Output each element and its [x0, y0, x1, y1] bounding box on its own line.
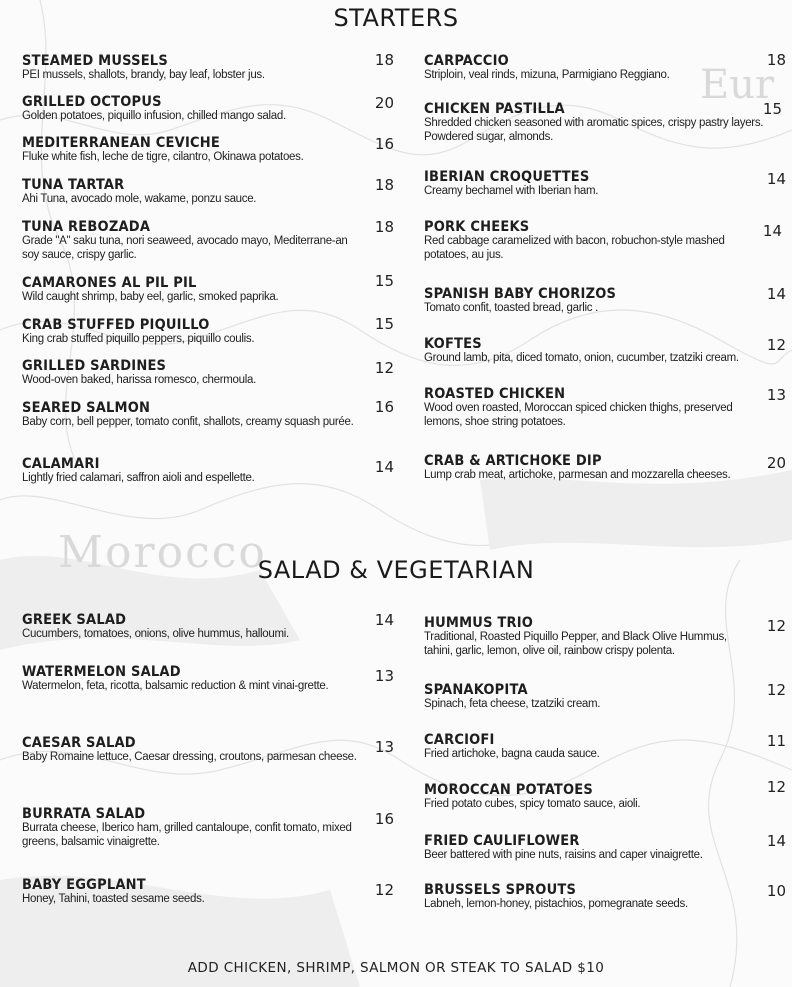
item-description: Wild caught shrimp, baby eel, garlic, smoked paprika.: [22, 291, 279, 303]
item-name: CALAMARI: [22, 456, 100, 472]
item-price: 12: [374, 359, 394, 377]
item-price: 18: [374, 176, 394, 194]
item-description: Spinach, feta cheese, tzatziki cream.: [424, 698, 601, 710]
item-description: PEI mussels, shallots, brandy, bay leaf, lobster jus.: [22, 69, 265, 81]
item-description: Grade "A" saku tuna, nori seaweed, avocado mayo, Mediterrane-an soy sauce, crispy garlic.: [22, 235, 348, 261]
item-description: Striploin, veal rinds, mizuna, Parmigiano Reggiano.: [424, 69, 670, 81]
item-name: CAESAR SALAD: [22, 735, 136, 751]
item-description: King crab stuffed piquillo peppers, piquillo coulis.: [22, 333, 255, 345]
item-name: CHICKEN PASTILLA: [424, 101, 565, 117]
item-description: Labneh, lemon-honey, pistachios, pomegranate seeds.: [424, 898, 688, 910]
item-price: 15: [374, 315, 394, 333]
menu-item: [424, 53, 764, 83]
item-price: 15: [762, 100, 782, 118]
item-name: IBERIAN CROQUETTES: [424, 169, 590, 185]
item-price: 16: [374, 135, 394, 153]
menu-item: [22, 735, 357, 765]
menu-item: [22, 275, 362, 305]
menu-item: [22, 219, 367, 262]
item-name: STEAMED MUSSELS: [22, 53, 168, 69]
item-description: Watermelon, feta, ricotta, balsamic reduction & mint vinai-grette.: [22, 680, 329, 692]
item-name: SPANISH BABY CHORIZOS: [424, 286, 617, 302]
item-description: Cucumbers, tomatoes, onions, olive hummus, halloumi.: [22, 628, 289, 640]
item-name: BURRATA SALAD: [22, 806, 146, 822]
menu-item: [424, 782, 744, 812]
item-price: 14: [766, 832, 786, 850]
item-name: GREEK SALAD: [22, 612, 127, 628]
menu-item: [424, 453, 769, 483]
item-description: Wood oven roasted, Moroccan spiced chicken thighs, preserved lemons, shoe string potatoes.: [424, 402, 733, 428]
menu-item: [424, 169, 764, 199]
item-description: Traditional, Roasted Piquillo Pepper, and Black Olive Hummus, tahini, garlic, lemon, olive oil, rainbow crispy polenta.: [424, 631, 727, 657]
item-price: 12: [374, 881, 394, 899]
item-price: 12: [766, 617, 786, 635]
item-price: 16: [374, 398, 394, 416]
menu-item: [22, 877, 362, 907]
map-watermark-eur: Eur: [700, 62, 775, 108]
menu-item: [424, 219, 769, 262]
item-description: Baby corn, bell pepper, tomato confit, shallots, creamy squash purée.: [22, 416, 354, 428]
item-description: Wood-oven baked, harissa romesco, chermoula.: [22, 374, 256, 386]
item-name: BABY EGGPLANT: [22, 877, 146, 893]
menu-item: [22, 177, 362, 207]
item-name: ROASTED CHICKEN: [424, 386, 566, 402]
item-price: 13: [374, 738, 394, 756]
menu-item: [22, 664, 357, 694]
menu-item: [22, 400, 362, 430]
item-name: TUNA TARTAR: [22, 177, 125, 193]
item-name: GRILLED SARDINES: [22, 358, 167, 374]
item-price: 18: [374, 218, 394, 236]
starters-heading: STARTERS: [333, 4, 459, 32]
item-name: CRAB STUFFED PIQUILLO: [22, 317, 210, 333]
item-name: CRAB & ARTICHOKE DIP: [424, 453, 602, 469]
menu-item: [424, 336, 784, 366]
menu-item: [424, 882, 744, 912]
item-description: Ahi Tuna, avocado mole, wakame, ponzu sauce.: [22, 193, 257, 205]
item-description: Golden potatoes, piquillo infusion, chilled mango salad.: [22, 110, 286, 122]
menu-item: [22, 135, 362, 165]
item-price: 16: [374, 810, 394, 828]
item-price: 14: [762, 222, 782, 240]
menu-item: [424, 386, 769, 429]
menu-item: [424, 682, 744, 712]
item-description: Red cabbage caramelized with bacon, robuchon-style mashed potatoes, au jus.: [424, 235, 725, 261]
item-price: 18: [374, 51, 394, 69]
menu-item: [22, 612, 362, 642]
item-description: Lightly fried calamari, saffron aioli and espellette.: [22, 472, 255, 484]
item-description: Beer battered with pine nuts, raisins and caper vinaigrette.: [424, 849, 703, 861]
item-price: 18: [766, 51, 786, 69]
item-description: Baby Romaine lettuce, Caesar dressing, croutons, parmesan cheese.: [22, 751, 357, 763]
item-name: HUMMUS TRIO: [424, 615, 534, 631]
item-description: Honey, Tahini, toasted sesame seeds.: [22, 893, 205, 905]
item-description: Burrata cheese, Iberico ham, grilled cantaloupe, confit tomato, mixed greens, balsamic vinaigrette.: [22, 822, 352, 848]
menu-item: [424, 732, 744, 762]
salad-addon-note: ADD CHICKEN, SHRIMP, SALMON OR STEAK TO SALAD $10: [187, 960, 605, 976]
item-price: 14: [374, 611, 394, 629]
item-name: CAMARONES AL PIL PIL: [22, 275, 197, 291]
item-price: 13: [374, 667, 394, 685]
item-description: Fried potato cubes, spicy tomato sauce, aioli.: [424, 798, 641, 810]
item-name: SEARED SALMON: [22, 400, 151, 416]
item-name: GRILLED OCTOPUS: [22, 94, 162, 110]
item-price: 20: [374, 94, 394, 112]
item-price: 20: [766, 454, 786, 472]
item-price: 15: [374, 272, 394, 290]
item-name: TUNA REBOZADA: [22, 219, 151, 235]
item-name: WATERMELON SALAD: [22, 664, 181, 680]
item-description: Tomato confit, toasted bread, garlic .: [424, 302, 598, 314]
item-name: BRUSSELS SPROUTS: [424, 882, 577, 898]
menu-item: [424, 286, 764, 316]
item-price: 12: [766, 336, 786, 354]
item-description: Shredded chicken seasoned with aromatic spices, crispy pastry layers. Powdered sugar, almonds.: [424, 117, 764, 143]
item-price: 14: [766, 170, 786, 188]
item-name: MOROCCAN POTATOES: [424, 782, 593, 798]
item-price: 14: [766, 285, 786, 303]
item-name: KOFTES: [424, 336, 482, 352]
item-description: Lump crab meat, artichoke, parmesan and mozzarella cheeses.: [424, 469, 731, 481]
menu-item: [424, 101, 769, 144]
menu-item: [22, 358, 362, 388]
menu-item: [22, 94, 362, 124]
item-price: 11: [766, 732, 786, 750]
item-name: CARPACCIO: [424, 53, 509, 69]
item-name: MEDITERRANEAN CEVICHE: [22, 135, 221, 151]
menu-item: [424, 833, 769, 863]
menu-item: [22, 53, 362, 83]
item-price: 14: [374, 458, 394, 476]
item-price: 13: [766, 386, 786, 404]
item-price: 10: [766, 882, 786, 900]
item-price: 12: [766, 778, 786, 796]
item-name: PORK CHEEKS: [424, 219, 530, 235]
salad-vegetarian-heading: SALAD & VEGETARIAN: [257, 556, 535, 584]
item-description: Fluke white fish, leche de tigre, cilantro, Okinawa potatoes.: [22, 151, 304, 163]
item-description: Creamy bechamel with Iberian ham.: [424, 185, 599, 197]
menu-item: [22, 456, 362, 486]
item-name: FRIED CAULIFLOWER: [424, 833, 580, 849]
menu-item: [22, 317, 362, 347]
item-price: 12: [766, 681, 786, 699]
menu-item: [22, 806, 367, 849]
item-description: Ground lamb, pita, diced tomato, onion, cucumber, tzatziki cream.: [424, 352, 739, 364]
item-description: Fried artichoke, bagna cauda sauce.: [424, 748, 600, 760]
menu-item: [424, 615, 744, 658]
item-name: SPANAKOPITA: [424, 682, 528, 698]
item-name: CARCIOFI: [424, 732, 495, 748]
map-watermark-morocco: Morocco: [58, 527, 267, 578]
